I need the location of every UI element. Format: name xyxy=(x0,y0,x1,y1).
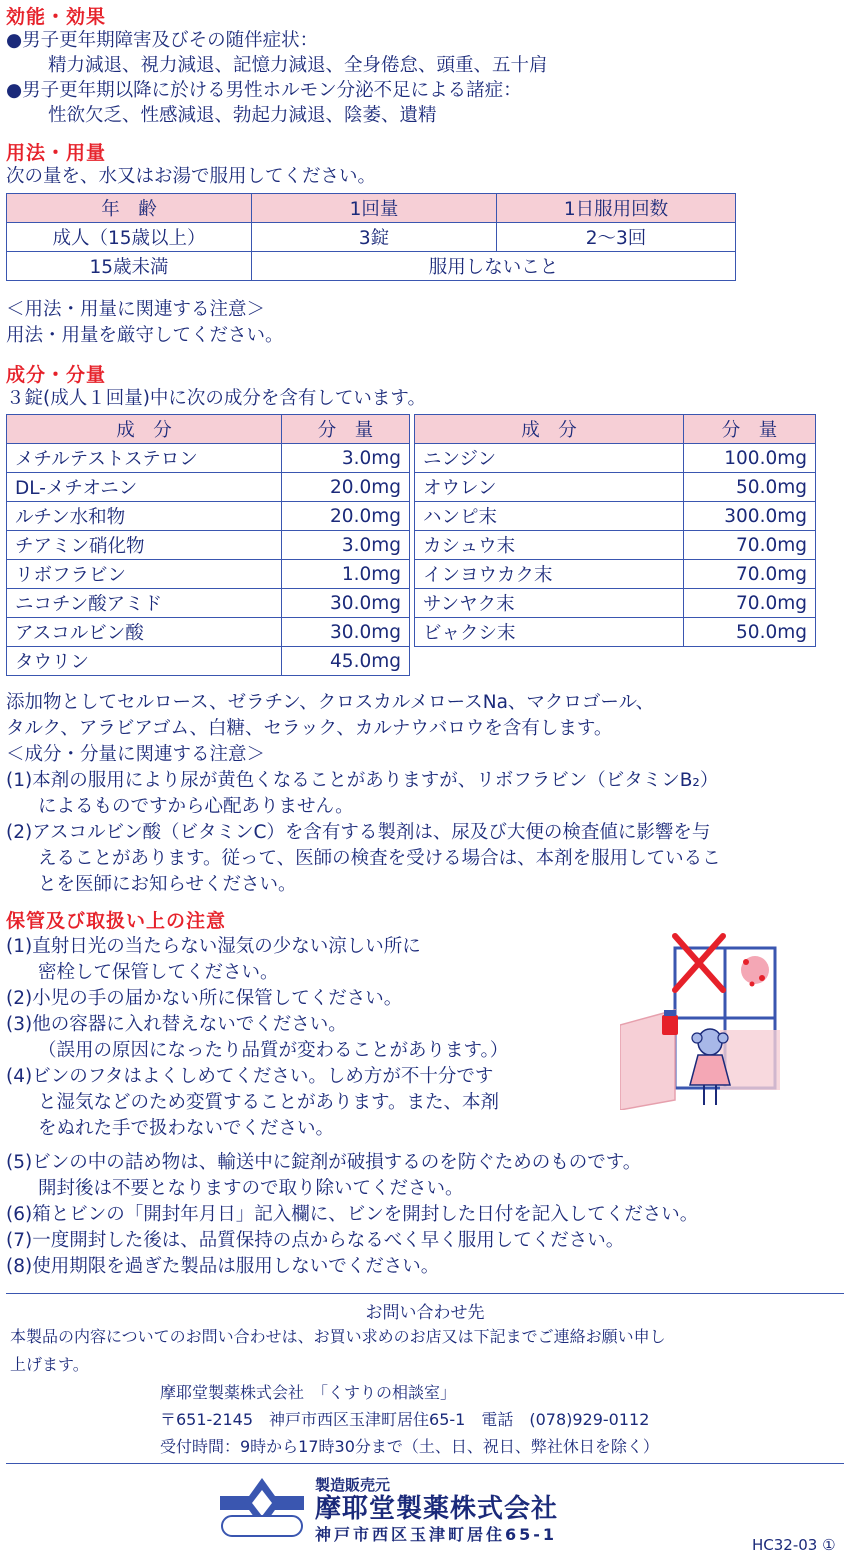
table-row xyxy=(7,502,410,531)
table-row xyxy=(415,560,816,589)
storage-line: （誤用の原因になったり品質が変わることがあります。） xyxy=(38,1040,509,1061)
storage-line: (3)他の容器に入れ替えないでください。 xyxy=(6,1014,347,1035)
ingredient-name: リボフラビン xyxy=(7,560,282,589)
ingredient-amount: 50.0mg xyxy=(684,618,816,647)
storage-line: をぬれた手で扱わないでください。 xyxy=(38,1118,335,1139)
ingredients-heading: 成分・分量 xyxy=(6,364,107,386)
storage-line: (8)使用期限を過ぎた製品は服用しないでください。 xyxy=(6,1256,440,1277)
ingredients-note: とを医師にお知らせください。 xyxy=(38,874,297,895)
table-row xyxy=(7,618,410,647)
contact-title: お問い合わせ先 xyxy=(365,1303,485,1323)
dosage-header-dose: 1回量 xyxy=(252,194,497,223)
ingredient-name: ニコチン酸アミド xyxy=(7,589,282,618)
ingredients-table-right xyxy=(414,414,816,647)
footer-company: 摩耶堂製薬株式会社 xyxy=(315,1494,559,1524)
ingredient-name: ニンジン xyxy=(415,444,684,473)
table-row xyxy=(415,531,816,560)
ingredients-header-amount: 分 量 xyxy=(684,415,816,444)
ingredients-note: えることがあります。従って、医師の検査を受ける場合は、本剤を服用しているこ xyxy=(38,848,721,869)
child-window-warning-illustration xyxy=(620,930,785,1110)
divider xyxy=(6,1293,844,1294)
storage-line: (5)ビンの中の詰め物は、輸送中に錠剤が破損するのを防ぐためのものです。 xyxy=(6,1152,642,1173)
ingredients-note: (1)本剤の服用により尿が黄色くなることがありますが、リボフラビン（ビタミンB₂） xyxy=(6,770,719,791)
ingredients-header-name: 成 分 xyxy=(7,415,282,444)
effects-heading: 効能・効果 xyxy=(6,6,107,28)
dosage-cell: 2～3回 xyxy=(497,223,736,252)
contact-body: 上げます。 xyxy=(10,1355,89,1374)
ingredient-amount: 300.0mg xyxy=(684,502,816,531)
ingredient-name: DL-メチオニン xyxy=(7,473,282,502)
table-row xyxy=(7,589,410,618)
additives-line: 添加物としてセルロース、ゼラチン、クロスカルメロースNa、マクロゴール、 xyxy=(6,692,655,713)
storage-line: 密栓して保管してください。 xyxy=(38,962,279,983)
ingredients-note: (2)アスコルビン酸（ビタミンC）を含有する製剤は、尿及び大便の検査値に影響を与 xyxy=(6,822,711,843)
ingredient-amount: 45.0mg xyxy=(282,647,410,676)
storage-line: (4)ビンのフタはよくしめてください。しめ方が不十分です xyxy=(6,1066,494,1087)
dosage-intro: 次の量を、水又はお湯で服用してください。 xyxy=(6,166,377,187)
ingredients-intro: ３錠(成人１回量)中に次の成分を含有しています。 xyxy=(6,388,426,409)
ingredient-amount: 1.0mg xyxy=(282,560,410,589)
storage-line: と湿気などのため変質することがあります。また、本剤 xyxy=(38,1092,500,1113)
contact-body: 本製品の内容についてのお問い合わせは、お買い求めのお店又は下記までご連絡お願い申し xyxy=(10,1327,666,1346)
table-row xyxy=(415,589,816,618)
ingredient-amount: 30.0mg xyxy=(282,618,410,647)
dosage-heading: 用法・用量 xyxy=(6,142,107,164)
contact-address: 〒651-2145 神戸市西区玉津町居住65-1 電話 (078)929-0112 xyxy=(160,1410,650,1429)
contact-company: 摩耶堂製薬株式会社 「くすりの相談室」 xyxy=(160,1383,457,1402)
dosage-cell: 成人（15歳以上） xyxy=(7,223,252,252)
table-row xyxy=(415,502,816,531)
table-row xyxy=(7,444,410,473)
dosage-note: 用法・用量を厳守してください。 xyxy=(6,325,284,346)
ingredient-name: オウレン xyxy=(415,473,684,502)
ingredients-note: によるものですから心配ありません。 xyxy=(38,796,354,817)
dosage-header-age: 年 齢 xyxy=(7,194,252,223)
ingredient-name: サンヤク末 xyxy=(415,589,684,618)
dosage-table xyxy=(6,193,736,281)
ingredients-note-title: ＜成分・分量に関連する注意＞ xyxy=(6,744,266,765)
ingredient-name: チアミン硝化物 xyxy=(7,531,282,560)
ingredient-name: メチルテストステロン xyxy=(7,444,282,473)
contact-hours: 受付時間：9時から17時30分まで（土、日、祝日、弊社休日を除く） xyxy=(160,1437,659,1456)
ingredient-name: ハンピ末 xyxy=(415,502,684,531)
ingredient-amount: 70.0mg xyxy=(684,531,816,560)
storage-line: (7)一度開封した後は、品質保持の点からなるべく早く服用してください。 xyxy=(6,1230,625,1251)
ingredient-amount: 3.0mg xyxy=(282,531,410,560)
ingredient-name: アスコルビン酸 xyxy=(7,618,282,647)
storage-line: (2)小児の手の届かない所に保管してください。 xyxy=(6,988,403,1009)
effects-line: 精力減退、視力減退、記憶力減退、全身倦怠、頭重、五十肩 xyxy=(48,55,548,76)
ingredient-name: カシュウ末 xyxy=(415,531,684,560)
additives-line: タルク、アラビアゴム、白糖、セラック、カルナウバロウを含有します。 xyxy=(6,718,613,739)
mayado-logo-icon xyxy=(220,1478,304,1540)
ingredient-amount: 50.0mg xyxy=(684,473,816,502)
storage-line: 開封後は不要となりますので取り除いてください。 xyxy=(38,1178,464,1199)
table-row xyxy=(7,560,410,589)
table-row xyxy=(415,618,816,647)
ingredient-amount: 3.0mg xyxy=(282,444,410,473)
dosage-header-times: 1日服用回数 xyxy=(497,194,736,223)
dosage-cell: 15歳未満 xyxy=(7,252,252,281)
dosage-cell: 服用しないこと xyxy=(252,252,736,281)
storage-line: (6)箱とビンの「開封年月日」記入欄に、ビンを開封した日付を記入してください。 xyxy=(6,1204,699,1225)
effects-line: ●男子更年期以降に於ける男性ホルモン分泌不足による諸症： xyxy=(6,80,522,101)
ingredient-amount: 70.0mg xyxy=(684,589,816,618)
ingredients-table-left xyxy=(6,414,410,676)
ingredients-header-amount: 分 量 xyxy=(282,415,410,444)
ingredient-amount: 100.0mg xyxy=(684,444,816,473)
table-row xyxy=(415,473,816,502)
product-code: HC32-03 ① xyxy=(752,1536,836,1554)
dosage-note-title: ＜用法・用量に関連する注意＞ xyxy=(6,299,266,320)
table-row xyxy=(7,647,410,676)
ingredient-amount: 20.0mg xyxy=(282,502,410,531)
dosage-cell: 3錠 xyxy=(252,223,497,252)
ingredient-amount: 30.0mg xyxy=(282,589,410,618)
table-row xyxy=(7,252,736,281)
divider xyxy=(6,1463,844,1464)
table-row xyxy=(7,473,410,502)
ingredient-name: ビャクシ末 xyxy=(415,618,684,647)
table-row xyxy=(7,223,736,252)
footer-address: 神戸市西区玉津町居住65-1 xyxy=(315,1525,558,1544)
effects-line: ●男子更年期障害及びその随伴症状： xyxy=(6,30,319,51)
footer-label: 製造販売元 xyxy=(315,1476,391,1494)
effects-line: 性欲欠乏、性感減退、勃起力減退、陰萎、遺精 xyxy=(48,105,437,126)
storage-line: (1)直射日光の当たらない湿気の少ない涼しい所に xyxy=(6,936,421,957)
ingredient-amount: 70.0mg xyxy=(684,560,816,589)
storage-heading: 保管及び取扱い上の注意 xyxy=(6,910,227,932)
ingredient-name: タウリン xyxy=(7,647,282,676)
ingredient-amount: 20.0mg xyxy=(282,473,410,502)
table-row xyxy=(7,531,410,560)
ingredient-name: ルチン水和物 xyxy=(7,502,282,531)
table-row xyxy=(415,444,816,473)
ingredient-name: インヨウカク末 xyxy=(415,560,684,589)
ingredients-header-name: 成 分 xyxy=(415,415,684,444)
